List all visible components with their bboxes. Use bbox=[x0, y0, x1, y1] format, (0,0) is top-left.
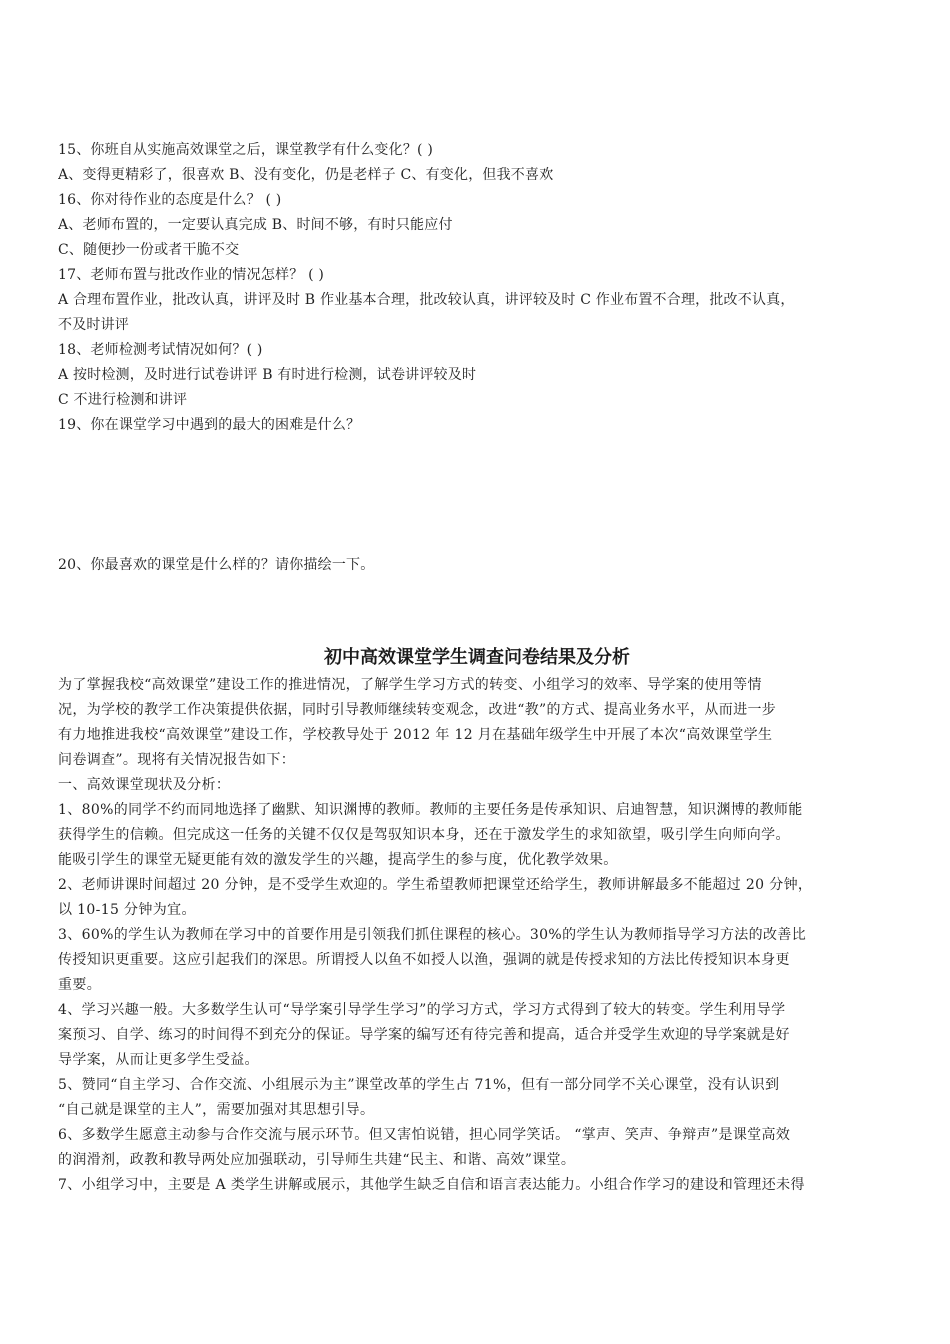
question-options: C 不进行检测和讲评 bbox=[58, 392, 188, 408]
question-text: 15、你班自从实施高效课堂之后，课堂教学有什么变化？( ) bbox=[58, 142, 433, 158]
section-heading: 一、高效课堂现状及分析： bbox=[58, 777, 231, 793]
question-18 bbox=[58, 338, 896, 413]
point-line: 案预习、自学、练习的时间得不到充分的保证。导学案的编写还有待完善和提高，适合并受学生欢迎的导学案就是好 bbox=[58, 1027, 790, 1043]
intro-line: 问卷调查”。现将有关情况报告如下： bbox=[58, 752, 296, 768]
point-line: 导学案，从而让更多学生受益。 bbox=[58, 1052, 259, 1068]
point-line: 7、小组学习中，主要是 A 类学生讲解或展示，其他学生缺乏自信和语言表达能力。小组合作学习的建设和管理还未得 bbox=[58, 1177, 805, 1193]
point-line: 传授知识更重要。这应引起我们的深思。所谓授人以鱼不如授人以渔，强调的就是传授求知的方法比传授知识本身更 bbox=[58, 952, 790, 968]
question-options: A 合理布置作业，批改认真，讲评及时 B 作业基本合理，批改较认真，讲评较及时 C 作业布置不合理，批改不认真， bbox=[58, 292, 795, 308]
point-line: 5、赞同“自主学习、合作交流、小组展示为主”课堂改革的学生占 71%，但有一部分同学不关心课堂，没有认识到 bbox=[58, 1077, 780, 1093]
question-20 bbox=[58, 553, 896, 578]
point-line: 获得学生的信赖。但完成这一任务的关键不仅仅是驾驭知识本身，还在于激发学生的求知欲望，吸引学生向师向学。 bbox=[58, 827, 790, 843]
report-point-4 bbox=[58, 998, 896, 1073]
point-line: 的润滑剂，政教和教导两处应加强联动，引导师生共建“民主、和谐、高效”课堂。 bbox=[58, 1152, 576, 1168]
question-text: 20、你最喜欢的课堂是什么样的？请你描绘一下。 bbox=[58, 557, 375, 573]
point-line: 重要。 bbox=[58, 977, 102, 993]
question-text: 19、你在课堂学习中遇到的最大的困难是什么？ bbox=[58, 417, 361, 433]
report-point-5 bbox=[58, 1073, 896, 1123]
question-text: 18、老师检测考试情况如何？( ) bbox=[58, 342, 263, 358]
document-page bbox=[58, 138, 896, 1198]
report-title: 初中高效课堂学生调查问卷结果及分析 bbox=[324, 647, 630, 668]
intro-line: 有力地推进我校“高效课堂”建设工作，学校教导处于 2012 年 12 月在基础年级学生中开展了本次“高效课堂学生 bbox=[58, 727, 773, 743]
question-15 bbox=[58, 138, 896, 188]
point-line: 1、80%的同学不约而同地选择了幽默、知识渊博的教师。教师的主要任务是传承知识、启迪智慧，知识渊博的教师能 bbox=[58, 802, 803, 818]
answer-space bbox=[58, 438, 896, 553]
question-19 bbox=[58, 413, 896, 438]
point-line: 以 10-15 分钟为宜。 bbox=[58, 902, 196, 918]
point-line: 6、多数学生愿意主动参与合作交流与展示环节。但又害怕说错，担心同学笑话。 “掌声、笑声、争辩声”是课堂高效 bbox=[58, 1127, 791, 1143]
question-17 bbox=[58, 263, 896, 338]
question-text: 17、老师布置与批改作业的情况怎样？ ( ) bbox=[58, 267, 325, 283]
survey-report bbox=[58, 643, 896, 1198]
report-point-7 bbox=[58, 1173, 896, 1198]
intro-line: 况，为学校的教学工作决策提供依据，同时引导教师继续转变观念，改进“教”的方式、提高业务水平，从而进一步 bbox=[58, 702, 777, 718]
point-line: 2、老师讲课时间超过 20 分钟，是不受学生欢迎的。学生希望教师把课堂还给学生，教师讲解最多不能超过 20 分钟， bbox=[58, 877, 813, 893]
point-line: 能吸引学生的课堂无疑更能有效的激发学生的兴趣，提高学生的参与度，优化教学效果。 bbox=[58, 852, 618, 868]
intro-line: 为了掌握我校“高效课堂”建设工作的推进情况，了解学生学习方式的转变、小组学习的效率、导学案的使用等情 bbox=[58, 677, 762, 693]
question-text: 16、你对待作业的态度是什么？ ( ) bbox=[58, 192, 282, 208]
point-line: “自己就是课堂的主人”，需要加强对其思想引导。 bbox=[58, 1102, 375, 1118]
report-point-3 bbox=[58, 923, 896, 998]
question-options: C、随便抄一份或者干脆不交 bbox=[58, 242, 240, 258]
question-16 bbox=[58, 188, 896, 263]
question-options: A、变得更精彩了，很喜欢 B、没有变化，仍是老样子 C、有变化，但我不喜欢 bbox=[58, 167, 554, 183]
question-options: A 按时检测，及时进行试卷讲评 B 有时进行检测，试卷讲评较及时 bbox=[58, 367, 477, 383]
section-spacer bbox=[58, 578, 896, 643]
point-line: 4、学习兴趣一般。大多数学生认可“导学案引导学生学习”的学习方式，学习方式得到了较大的转变。学生利用导学 bbox=[58, 1002, 786, 1018]
report-intro bbox=[58, 673, 896, 773]
questionnaire-questions bbox=[58, 138, 896, 578]
question-options: 不及时讲评 bbox=[58, 317, 129, 333]
point-line: 3、60%的学生认为教师在学习中的首要作用是引领我们抓住课程的核心。30%的学生认为教师指导学习方法的改善比 bbox=[58, 927, 807, 943]
question-options: A、老师布置的，一定要认真完成 B、时间不够，有时只能应付 bbox=[58, 217, 453, 233]
report-point-1 bbox=[58, 798, 896, 873]
report-point-2 bbox=[58, 873, 896, 923]
report-point-6 bbox=[58, 1123, 896, 1173]
